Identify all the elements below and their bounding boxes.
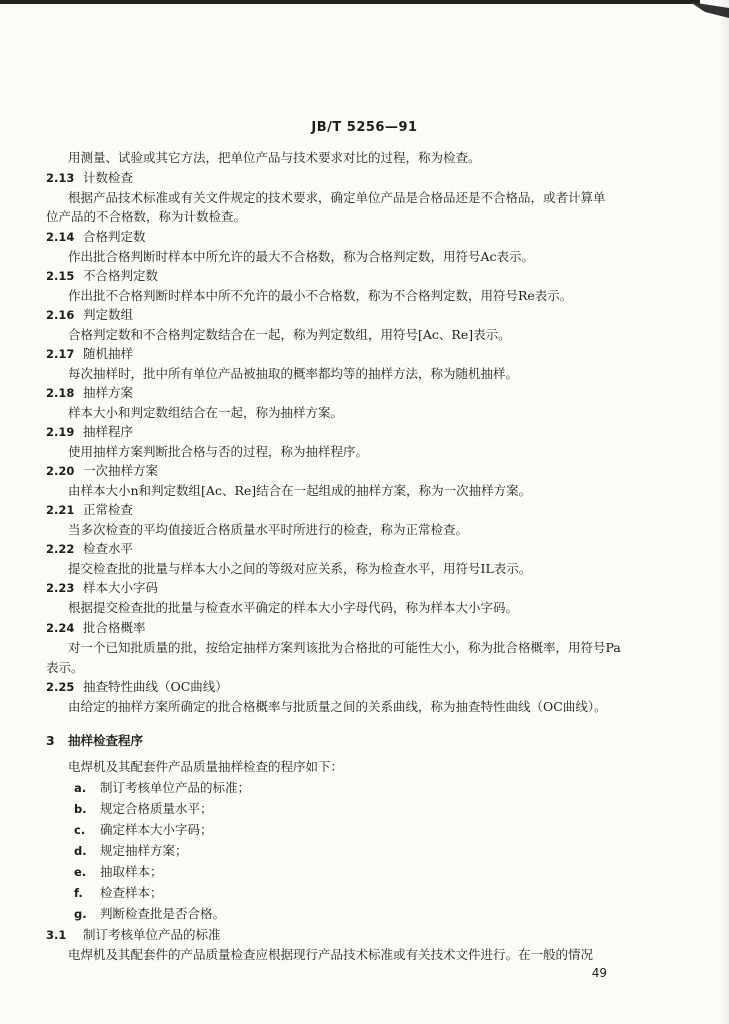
clause-number: 2.20 xyxy=(46,464,75,478)
step-text: 判断检查批是否合格。 xyxy=(100,906,226,921)
clause-text: 作出批合格判断时样本中所允许的最大不合格数，称为合格判定数，用符号Ac表示。 xyxy=(68,249,535,264)
clause-term: 合格判定数 xyxy=(83,229,146,244)
step-text: 检查样本； xyxy=(100,885,163,900)
clause-number: 2.17 xyxy=(46,347,75,361)
clause-text: 由给定的抽样方案所确定的批合格概率与批质量之间的关系曲线，称为抽查特性曲线（OC曲线）。 xyxy=(68,699,607,714)
step-text: 规定合格质量水平； xyxy=(100,801,213,816)
clause-number: 2.21 xyxy=(46,503,75,517)
clause-number: 2.16 xyxy=(46,308,75,322)
subsection-title: 制订考核单位产品的标准 xyxy=(83,927,221,942)
clause-number: 2.24 xyxy=(46,621,75,635)
clause-number: 2.15 xyxy=(46,269,75,283)
clause-text: 对一个已知批质量的批，按给定抽样方案判该批为合格批的可能性大小，称为批合格概率，用符号Pa xyxy=(68,640,621,655)
clause-term: 判定数组 xyxy=(83,307,134,322)
section-number: 3 xyxy=(46,733,55,748)
step-text: 规定抽样方案； xyxy=(100,843,188,858)
clause-number: 2.18 xyxy=(46,386,75,400)
clause-number: 2.19 xyxy=(46,425,75,439)
clause-term: 一次抽样方案 xyxy=(83,463,159,478)
clause-term: 不合格判定数 xyxy=(83,268,159,283)
step-letter: d. xyxy=(74,844,87,858)
intro-line: 用测量、试验或其它方法，把单位产品与技术要求对比的过程，称为检查。 xyxy=(68,150,481,165)
subsection-text: 电焊机及其配套件的产品质量检查应根据现行产品技术标准或有关技术文件进行。在一般的情况 xyxy=(68,947,594,962)
clause-text: 根据提交检查批的批量与检查水平确定的样本大小字母代码，称为样本大小字码。 xyxy=(68,600,519,615)
clause-number: 2.22 xyxy=(46,542,75,556)
step-text: 制订考核单位产品的标准； xyxy=(100,780,251,795)
section-intro: 电焊机及其配套件产品质量抽样检查的程序如下： xyxy=(68,759,344,774)
clause-text: 每次抽样时，批中所有单位产品被抽取的概率都均等的抽样方法，称为随机抽样。 xyxy=(68,366,519,381)
step-letter: a. xyxy=(74,781,87,795)
step-letter: e. xyxy=(74,865,87,879)
clause-text: 位产品的不合格数，称为计数检查。 xyxy=(46,209,247,224)
clause-term: 样本大小字码 xyxy=(83,580,159,595)
scan-edge-shadow xyxy=(719,0,729,1024)
step-letter: g. xyxy=(74,907,87,921)
step-letter: f. xyxy=(74,886,83,900)
clause-term: 抽查特性曲线（OC曲线） xyxy=(83,679,228,694)
document-header: JB/T 5256—91 xyxy=(311,120,418,135)
clause-number: 2.14 xyxy=(46,230,75,244)
clause-number: 2.23 xyxy=(46,581,75,595)
subsection-number: 3.1 xyxy=(46,928,67,942)
clause-term: 批合格概率 xyxy=(83,620,146,635)
clause-text: 当多次检查的平均值接近合格质量水平时所进行的检查，称为正常检查。 xyxy=(68,522,469,537)
clause-term: 抽样方案 xyxy=(83,385,134,400)
scan-top-border xyxy=(0,0,729,20)
clause-term: 随机抽样 xyxy=(83,346,134,361)
clause-text: 合格判定数和不合格判定数结合在一起，称为判定数组，用符号[Ac、Re]表示。 xyxy=(68,327,511,342)
clause-text: 使用抽样方案判断批合格与否的过程，称为抽样程序。 xyxy=(68,444,369,459)
step-letter: b. xyxy=(74,802,87,816)
page-number: 49 xyxy=(591,966,607,980)
step-letter: c. xyxy=(74,823,86,837)
clause-text: 样本大小和判定数组结合在一起，称为抽样方案。 xyxy=(68,405,344,420)
clause-term: 抽样程序 xyxy=(83,424,134,439)
clause-term: 正常检查 xyxy=(83,502,134,517)
section-title: 抽样检查程序 xyxy=(68,733,144,748)
clause-text: 表示。 xyxy=(46,660,84,675)
clause-term: 检查水平 xyxy=(83,541,134,556)
step-text: 抽取样本； xyxy=(100,864,163,879)
clause-text: 由样本大小n和判定数组[Ac、Re]结合在一起组成的抽样方案，称为一次抽样方案。 xyxy=(68,483,532,498)
clause-number: 2.25 xyxy=(46,680,75,694)
clause-number: 2.13 xyxy=(46,171,75,185)
step-text: 确定样本大小字码； xyxy=(100,822,213,837)
clause-text: 根据产品技术标准或有关文件规定的技术要求，确定单位产品是合格品还是不合格品，或者计算单 xyxy=(68,190,606,205)
clause-term: 计数检查 xyxy=(83,170,134,185)
clause-text: 提交检查批的批量与样本大小之间的等级对应关系，称为检查水平，用符号IL表示。 xyxy=(68,561,532,576)
clause-text: 作出批不合格判断时样本中所不允许的最小不合格数，称为不合格判定数，用符号Re表示。 xyxy=(68,288,573,303)
